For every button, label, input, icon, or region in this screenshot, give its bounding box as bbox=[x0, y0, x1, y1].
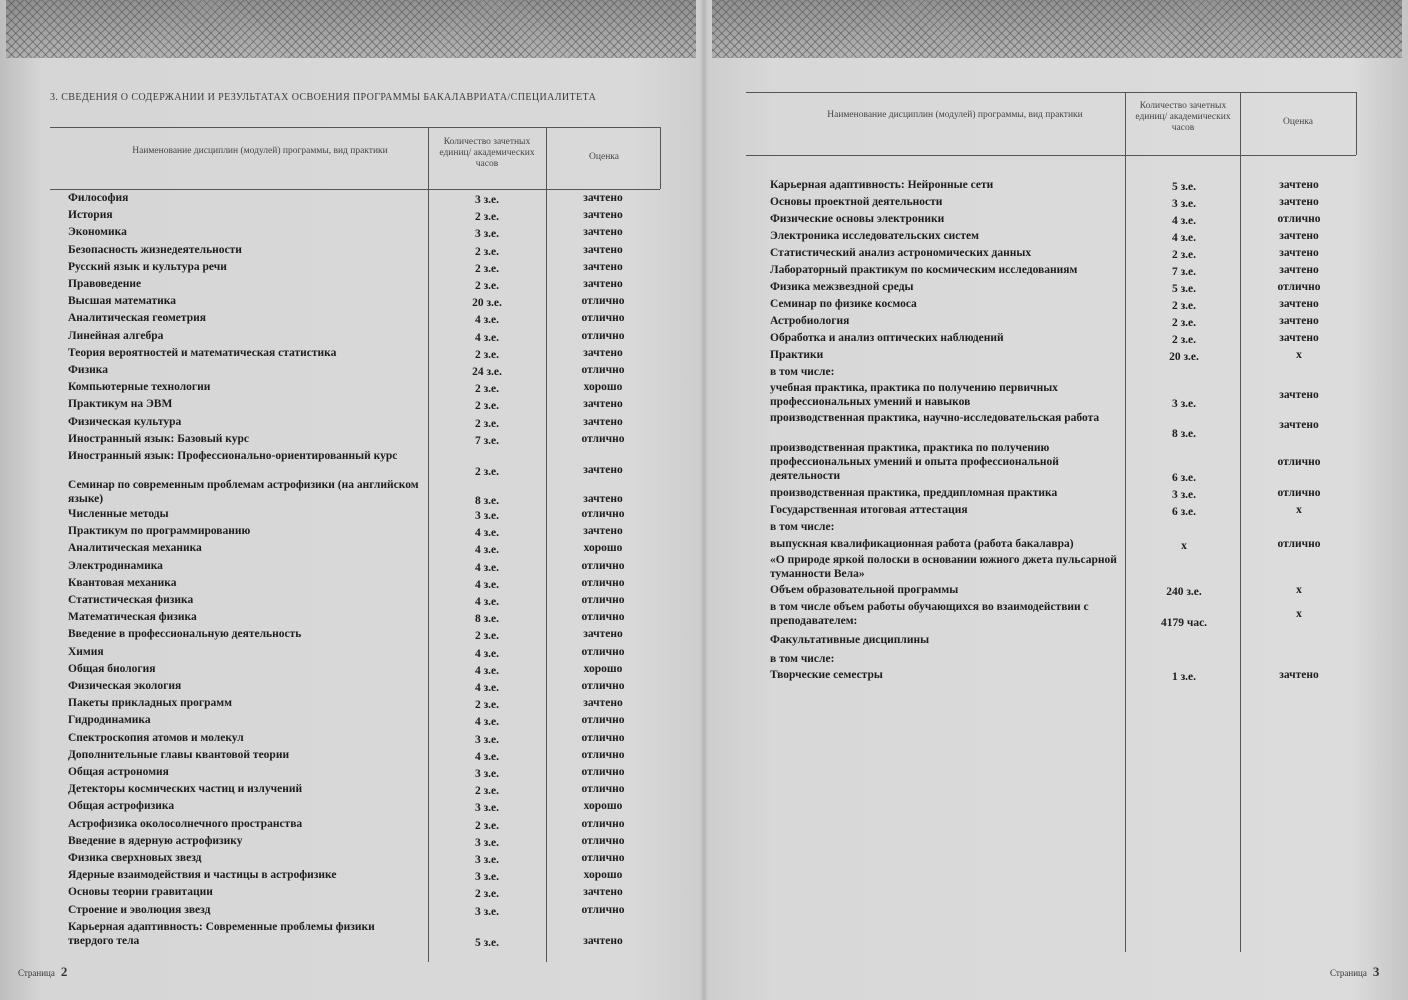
grade-value: зачтено bbox=[1279, 196, 1319, 208]
grade-value: хорошо bbox=[583, 662, 623, 675]
grade-value: отлично bbox=[581, 714, 625, 727]
table-row bbox=[68, 541, 660, 555]
discipline-name: Правоведение bbox=[68, 278, 142, 290]
table-row bbox=[68, 478, 660, 506]
grade-value: хорошо bbox=[583, 869, 623, 882]
table-row bbox=[68, 225, 660, 239]
credits-value: 4 з.е. bbox=[474, 716, 500, 729]
grade-value: зачтено bbox=[1279, 230, 1319, 242]
grade-value: отлично bbox=[581, 295, 625, 308]
discipline-name: Линейная алгебра bbox=[68, 329, 164, 342]
discipline-name: Семинар по физике космоса bbox=[770, 298, 917, 310]
grade-value: отлично bbox=[581, 364, 625, 376]
table-row bbox=[68, 645, 660, 659]
credits-value: 2 з.е. bbox=[474, 211, 500, 224]
page-label-right: Страница bbox=[1330, 968, 1367, 978]
grade-value: зачтено bbox=[583, 464, 623, 476]
table-row bbox=[770, 503, 1356, 517]
table-row bbox=[770, 411, 1356, 439]
discipline-name: в том числе объем работы обучающихся во взаимодействии с преподавателем: bbox=[770, 601, 1089, 627]
discipline-name: Обработка и анализ оптических наблюдений bbox=[770, 332, 1004, 344]
grade-value: зачтено bbox=[1279, 419, 1319, 431]
discipline-name: Теория вероятностей и математическая статистика bbox=[68, 346, 337, 359]
grade-value: отлично bbox=[1277, 487, 1321, 499]
grade-value: отлично bbox=[581, 852, 625, 864]
discipline-name: Практикум по программированию bbox=[68, 525, 251, 538]
table-row bbox=[770, 263, 1356, 277]
section-title: 3. СВЕДЕНИЯ О СОДЕРЖАНИИ И РЕЗУЛЬТАТАХ ОСВОЕНИЯ ПРОГРАММЫ БАКАЛАВРИАТА/СПЕЦИАЛИТЕТА bbox=[50, 92, 597, 103]
credits-value: 2 з.е. bbox=[474, 280, 500, 292]
discipline-name: Численные методы bbox=[68, 508, 169, 520]
table-row bbox=[68, 868, 660, 882]
table-row bbox=[68, 593, 660, 607]
table-row bbox=[68, 799, 660, 813]
credits-value: 5 з.е. bbox=[1171, 283, 1197, 295]
credits-value: 3 з.е. bbox=[474, 733, 500, 746]
credits-value: 3 з.е. bbox=[474, 768, 500, 780]
table-row bbox=[770, 652, 1356, 666]
left-header-credits: Количество зачетных единиц/ академических часов bbox=[439, 137, 535, 169]
credits-value: 2 з.е. bbox=[474, 400, 500, 413]
right-table-header-border bbox=[746, 155, 1356, 156]
table-row bbox=[68, 559, 660, 573]
discipline-name: Общая астрофизика bbox=[68, 800, 175, 813]
right-header-credits: Количество зачетных единиц/ академических часов bbox=[1135, 101, 1231, 133]
table-row bbox=[770, 297, 1356, 311]
discipline-name: Карьерная адаптивность: Современные проблемы физики твердого тела bbox=[68, 920, 375, 947]
grade-value: отлично bbox=[581, 680, 625, 692]
discipline-name: Творческие семестры bbox=[770, 669, 883, 681]
table-row bbox=[770, 600, 1356, 628]
grade-value: x bbox=[1296, 349, 1302, 361]
right-header-grade: Оценка bbox=[1283, 117, 1313, 127]
table-row bbox=[770, 520, 1356, 534]
grade-value: хорошо bbox=[583, 800, 623, 813]
credits-value: 2 з.е. bbox=[474, 262, 500, 275]
discipline-name: Электроника исследовательских систем bbox=[770, 230, 979, 242]
discipline-name: Карьерная адаптивность: Нейронные сети bbox=[770, 179, 994, 191]
discipline-name: Объем образовательной программы bbox=[770, 584, 959, 596]
page-number-left bbox=[18, 964, 67, 980]
grade-value: отлично bbox=[581, 576, 625, 589]
table-row bbox=[68, 696, 660, 710]
credits-value: 6 з.е. bbox=[1171, 506, 1197, 518]
grade-value: зачтено bbox=[583, 260, 623, 273]
page-num-left: 2 bbox=[60, 964, 68, 979]
credits-value: 3 з.е. bbox=[474, 836, 500, 849]
table-row bbox=[770, 212, 1356, 226]
table-row bbox=[770, 229, 1356, 243]
credits-value: 2 з.е. bbox=[474, 888, 500, 901]
grade-value: отлично bbox=[581, 731, 625, 744]
grade-value: отлично bbox=[581, 611, 625, 624]
discipline-name: Иностранный язык: Базовый курс bbox=[68, 432, 250, 445]
table-row bbox=[770, 331, 1356, 345]
grade-value: отлично bbox=[581, 508, 625, 520]
credits-value: 4 з.е. bbox=[474, 647, 500, 660]
discipline-name: Астрофизика околосолнечного пространства bbox=[68, 817, 303, 830]
grade-value: зачтено bbox=[1279, 247, 1319, 259]
discipline-name: Аналитическая геометрия bbox=[68, 312, 206, 325]
table-row bbox=[68, 380, 660, 394]
grade-value: отлично bbox=[581, 817, 625, 830]
grade-value: отлично bbox=[581, 903, 625, 916]
credits-value: 2 з.е. bbox=[474, 819, 500, 832]
left-table-top-border bbox=[50, 127, 660, 128]
table-row bbox=[770, 441, 1356, 483]
discipline-name: производственная практика, преддипломная практика bbox=[770, 487, 1058, 499]
discipline-name: Практики bbox=[770, 349, 824, 361]
table-row bbox=[770, 633, 1356, 647]
grade-value: отлично bbox=[581, 834, 625, 847]
grade-value: отлично bbox=[581, 645, 625, 658]
table-row bbox=[68, 346, 660, 360]
grade-value: хорошо bbox=[583, 542, 623, 555]
credits-value: 4 з.е. bbox=[474, 664, 500, 677]
grade-value: зачтено bbox=[583, 346, 623, 359]
credits-value: 3 з.е. bbox=[474, 871, 500, 884]
grade-value: зачтено bbox=[1279, 332, 1319, 344]
grade-value: отлично bbox=[581, 766, 625, 778]
table-row bbox=[770, 381, 1356, 409]
credits-value: 7 з.е. bbox=[1171, 266, 1197, 278]
discipline-name: Пакеты прикладных программ bbox=[68, 697, 232, 710]
discipline-name: Аналитическая механика bbox=[68, 542, 202, 555]
credits-value: 2 з.е. bbox=[474, 417, 500, 430]
table-row bbox=[770, 246, 1356, 260]
credits-value: 3 з.е. bbox=[1171, 398, 1197, 410]
discipline-name: «О природе яркой полоски в основании южного джета пульсарной туманности Вела» bbox=[770, 554, 1117, 580]
grade-value: зачтено bbox=[1279, 264, 1319, 276]
table-row bbox=[770, 280, 1356, 294]
credits-value: 2 з.е. bbox=[1171, 249, 1197, 261]
discipline-name: Русский язык и культура речи bbox=[68, 260, 227, 273]
discipline-name: Семинар по современным проблемам астрофизики (на английском языке) bbox=[68, 479, 419, 505]
table-row bbox=[770, 553, 1356, 581]
right-header-name: Наименование дисциплин (модулей) программы, вид практики bbox=[827, 110, 1083, 120]
table-row bbox=[770, 195, 1356, 209]
credits-value: 2 з.е. bbox=[474, 245, 500, 258]
discipline-name: Безопасность жизнедеятельности bbox=[68, 243, 242, 256]
discipline-name: Физические основы электроники bbox=[770, 213, 945, 225]
discipline-name: Физика межзвездной среды bbox=[770, 281, 914, 293]
table-row bbox=[68, 243, 660, 257]
discipline-name: в том числе: bbox=[770, 653, 835, 665]
discipline-name: Лабораторный практикум по космическим исследованиям bbox=[770, 264, 1078, 276]
discipline-name: Квантовая механика bbox=[68, 576, 177, 589]
credits-value: 4 з.е. bbox=[474, 682, 500, 694]
credits-value: 8 з.е. bbox=[474, 495, 500, 507]
table-row bbox=[68, 507, 660, 521]
discipline-name: Государственная итоговая аттестация bbox=[770, 504, 968, 516]
discipline-name: Математическая физика bbox=[68, 611, 197, 624]
grade-value: зачтено bbox=[1279, 298, 1319, 310]
grade-value: отлично bbox=[1277, 538, 1321, 550]
table-row bbox=[68, 311, 660, 325]
credits-value: 7 з.е. bbox=[474, 434, 500, 447]
grade-value: зачтено bbox=[583, 192, 623, 204]
credits-value: 3 з.е. bbox=[474, 905, 500, 918]
discipline-name: Статистический анализ астрономических данных bbox=[770, 247, 1032, 259]
discipline-name: История bbox=[68, 209, 113, 222]
grade-value: отлично bbox=[1277, 456, 1321, 468]
grade-value: зачтено bbox=[583, 525, 623, 538]
credits-value: 2 з.е. bbox=[474, 383, 500, 396]
discipline-name: Основы проектной деятельности bbox=[770, 196, 943, 208]
table-row bbox=[68, 731, 660, 745]
discipline-name: Физика сверхновых звезд bbox=[68, 852, 202, 864]
discipline-name: Астробиология bbox=[770, 315, 850, 327]
page-label-left: Страница bbox=[18, 968, 55, 978]
credits-value: 2 з.е. bbox=[474, 699, 500, 712]
discipline-name: производственная практика, научно-исследовательская работа bbox=[770, 412, 1100, 424]
credits-value: 6 з.е. bbox=[1171, 472, 1197, 484]
credits-value: 3 з.е. bbox=[1171, 489, 1197, 501]
table-row bbox=[68, 294, 660, 308]
discipline-name: Ядерные взаимодействия и частицы в астрофизике bbox=[68, 869, 337, 882]
credits-value: 4 з.е. bbox=[474, 596, 500, 608]
credits-value: 1 з.е. bbox=[1171, 671, 1197, 683]
ornament-border-left bbox=[6, 0, 696, 58]
table-row bbox=[68, 885, 660, 899]
table-row bbox=[68, 524, 660, 538]
table-row bbox=[68, 817, 660, 831]
table-row bbox=[68, 191, 660, 205]
grade-value: отлично bbox=[581, 432, 625, 445]
grade-value: зачтено bbox=[583, 628, 623, 641]
credits-value: 2 з.е. bbox=[1171, 334, 1197, 346]
credits-value: 4 з.е. bbox=[474, 314, 500, 327]
credits-value: 4 з.е. bbox=[474, 750, 500, 763]
table-row bbox=[68, 432, 660, 446]
credits-value: 3 з.е. bbox=[474, 854, 500, 866]
discipline-name: Спектроскопия атомов и молекул bbox=[68, 731, 244, 744]
credits-value: 4 з.е. bbox=[474, 578, 500, 591]
grade-value: x bbox=[1296, 504, 1302, 516]
credits-value: 4 з.е. bbox=[474, 561, 500, 574]
table-row bbox=[68, 627, 660, 641]
credits-value: 5 з.е. bbox=[1171, 181, 1197, 193]
table-row bbox=[770, 365, 1356, 379]
grade-value: отлично bbox=[581, 783, 625, 796]
credits-value: 4 з.е. bbox=[1171, 232, 1197, 244]
grade-value: отлично bbox=[1277, 281, 1321, 293]
table-row bbox=[770, 668, 1356, 682]
credits-value: 4179 час. bbox=[1160, 617, 1208, 629]
grade-value: зачтено bbox=[583, 209, 623, 222]
discipline-name: Электродинамика bbox=[68, 559, 163, 572]
credits-value: 3 з.е. bbox=[474, 194, 500, 206]
discipline-name: Введение в ядерную астрофизику bbox=[68, 834, 243, 847]
page-fold bbox=[700, 0, 708, 1000]
discipline-name: выпускная квалификационная работа (работа бакалавра) bbox=[770, 538, 1074, 550]
grade-value: отлично bbox=[581, 559, 625, 572]
credits-value: x bbox=[1181, 540, 1187, 552]
grade-value: зачтено bbox=[583, 886, 623, 899]
grade-value: зачтено bbox=[583, 493, 623, 505]
credits-value: 8 з.е. bbox=[474, 613, 500, 626]
table-row bbox=[770, 178, 1356, 192]
left-header-name: Наименование дисциплин (модулей) программы, вид практики bbox=[132, 146, 388, 156]
grade-value: зачтено bbox=[583, 278, 623, 290]
right-table-right-border bbox=[1356, 92, 1357, 155]
credits-value: 2 з.е. bbox=[474, 466, 500, 478]
discipline-name: Общая биология bbox=[68, 662, 156, 675]
grade-value: зачтено bbox=[1279, 669, 1319, 681]
discipline-name: Гидродинамика bbox=[68, 714, 151, 727]
grade-value: зачтено bbox=[583, 398, 623, 411]
table-row bbox=[68, 834, 660, 848]
table-row bbox=[68, 260, 660, 274]
table-row bbox=[68, 415, 660, 429]
discipline-name: Детекторы космических частиц и излучений bbox=[68, 783, 303, 796]
left-table-header-border bbox=[50, 189, 660, 190]
table-row bbox=[68, 208, 660, 222]
discipline-name: учебная практика, практика по получению первичных профессиональных умений и навыков bbox=[770, 382, 1058, 408]
credits-value: 20 з.е. bbox=[472, 297, 502, 310]
table-row bbox=[68, 782, 660, 796]
table-row bbox=[68, 449, 660, 477]
grade-value: хорошо bbox=[583, 381, 623, 394]
credits-value: 3 з.е. bbox=[474, 228, 500, 241]
table-row bbox=[68, 329, 660, 343]
table-row bbox=[68, 765, 660, 779]
table-row bbox=[770, 314, 1356, 328]
grade-value: x bbox=[1296, 584, 1302, 596]
table-row bbox=[68, 662, 660, 676]
credits-value: 24 з.е. bbox=[472, 366, 502, 378]
grade-value: зачтено bbox=[1279, 315, 1319, 327]
discipline-name: Статистическая физика bbox=[68, 594, 194, 606]
ornament-border-right bbox=[712, 0, 1402, 58]
table-row bbox=[770, 537, 1356, 551]
grade-value: зачтено bbox=[583, 697, 623, 710]
credits-value: 3 з.е. bbox=[474, 510, 500, 522]
discipline-name: в том числе: bbox=[770, 521, 835, 533]
discipline-name: Практикум на ЭВМ bbox=[68, 398, 173, 411]
credits-value: 4 з.е. bbox=[474, 331, 500, 344]
discipline-name: Химия bbox=[68, 645, 104, 658]
table-row bbox=[68, 679, 660, 693]
credits-value: 2 з.е. bbox=[474, 630, 500, 643]
credits-value: 2 з.е. bbox=[474, 785, 500, 798]
credits-value: 2 з.е. bbox=[1171, 317, 1197, 329]
grade-value: зачтено bbox=[583, 226, 623, 239]
grade-value: отлично bbox=[581, 329, 625, 342]
discipline-name: Философия bbox=[68, 192, 129, 204]
table-row bbox=[68, 903, 660, 917]
grade-value: зачтено bbox=[583, 415, 623, 428]
table-row bbox=[770, 348, 1356, 362]
discipline-name: Физическая культура bbox=[68, 415, 182, 428]
grade-value: x bbox=[1296, 608, 1302, 620]
table-row bbox=[68, 397, 660, 411]
grade-value: отлично bbox=[581, 312, 625, 325]
page-num-right: 3 bbox=[1372, 964, 1380, 979]
discipline-name: Иностранный язык: Профессионально-ориентированный курс bbox=[68, 450, 398, 462]
table-row bbox=[770, 486, 1356, 500]
credits-value: 2 з.е. bbox=[474, 348, 500, 361]
table-row bbox=[68, 748, 660, 762]
page-number-right bbox=[1330, 964, 1379, 980]
discipline-name: производственная практика, практика по получению профессиональных умений и опыта профессиональной деятельности bbox=[770, 442, 1059, 482]
credits-value: 3 з.е. bbox=[474, 802, 500, 815]
credits-value: 240 з.е. bbox=[1166, 586, 1202, 598]
discipline-name: Высшая математика bbox=[68, 295, 176, 308]
credits-value: 20 з.е. bbox=[1169, 351, 1199, 363]
grade-value: отлично bbox=[1277, 213, 1321, 225]
grade-value: зачтено bbox=[1279, 389, 1319, 401]
table-row bbox=[68, 851, 660, 865]
discipline-name: Введение в профессиональную деятельность bbox=[68, 628, 302, 641]
discipline-name: Экономика bbox=[68, 226, 127, 239]
grade-value: отлично bbox=[581, 594, 625, 606]
left-table-right-border bbox=[660, 127, 661, 189]
grade-value: зачтено bbox=[583, 243, 623, 256]
table-row bbox=[68, 920, 660, 948]
credits-value: 4 з.е. bbox=[474, 527, 500, 540]
table-row bbox=[68, 576, 660, 590]
discipline-name: Общая астрономия bbox=[68, 766, 169, 778]
discipline-name: Основы теории гравитации bbox=[68, 886, 213, 899]
credits-value: 5 з.е. bbox=[474, 936, 500, 949]
table-row bbox=[68, 713, 660, 727]
grade-value: отлично bbox=[581, 748, 625, 761]
discipline-name: Строение и эволюция звезд bbox=[68, 903, 211, 916]
grade-value: зачтено bbox=[1279, 179, 1319, 191]
credits-value: 3 з.е. bbox=[1171, 198, 1197, 210]
credits-value: 2 з.е. bbox=[1171, 300, 1197, 312]
discipline-name: Компьютерные технологии bbox=[68, 381, 211, 394]
discipline-name: Факультативные дисциплины bbox=[770, 634, 930, 646]
left-header-grade: Оценка bbox=[589, 152, 619, 162]
discipline-name: в том числе: bbox=[770, 366, 835, 378]
table-row bbox=[770, 583, 1356, 597]
table-row bbox=[68, 610, 660, 624]
credits-value: 4 з.е. bbox=[1171, 215, 1197, 227]
grade-value: зачтено bbox=[583, 934, 623, 947]
table-row bbox=[68, 277, 660, 291]
discipline-name: Физическая экология bbox=[68, 680, 182, 692]
discipline-name: Дополнительные главы квантовой теории bbox=[68, 748, 290, 761]
discipline-name: Физика bbox=[68, 364, 108, 376]
credits-value: 4 з.е. bbox=[474, 544, 500, 557]
table-row bbox=[68, 363, 660, 377]
right-table-top-border bbox=[746, 92, 1356, 93]
credits-value: 8 з.е. bbox=[1171, 428, 1197, 440]
